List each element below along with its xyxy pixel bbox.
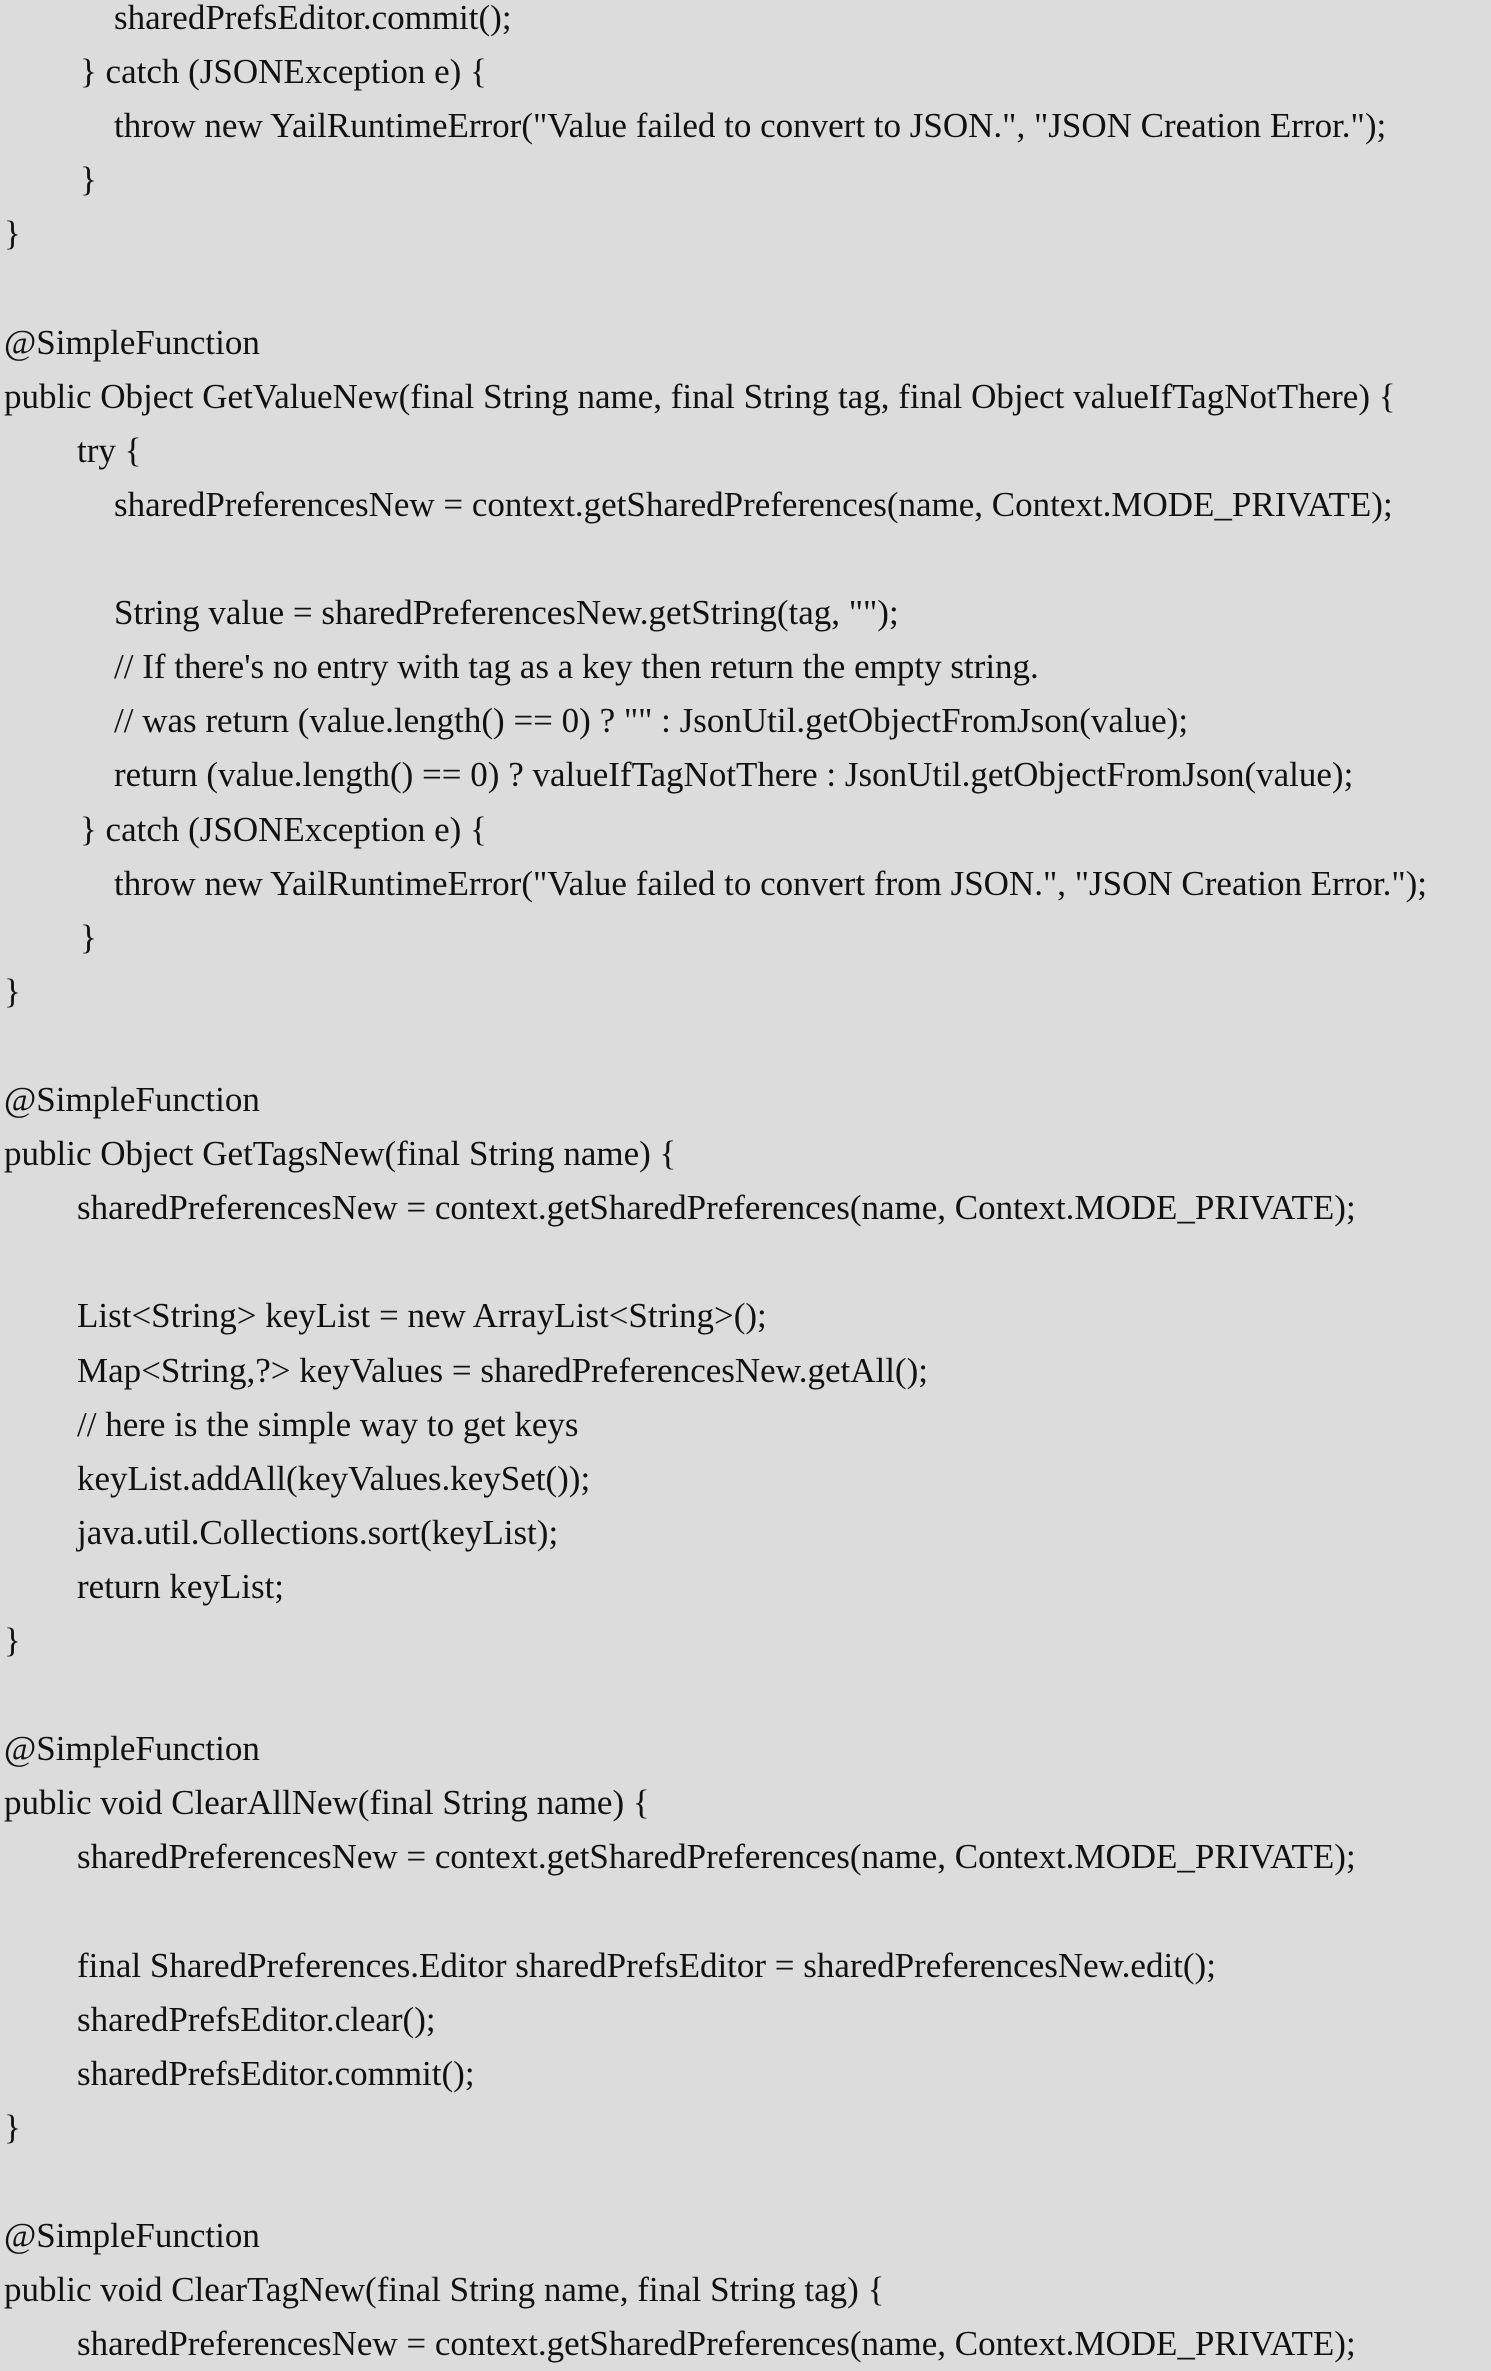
code-line: } xyxy=(80,160,97,200)
code-line: public void ClearAllNew(final String name) { xyxy=(4,1783,650,1823)
code-line: sharedPrefsEditor.clear(); xyxy=(77,1999,436,2039)
code-line: return (value.length() == 0) ? valueIfTagNotThere : JsonUtil.getObjectFromJson(value); xyxy=(114,755,1354,795)
code-line: throw new YailRuntimeError("Value failed to convert from JSON.", "JSON Creation Error."); xyxy=(114,863,1428,903)
code-line: } xyxy=(80,917,97,957)
code-line: public void ClearTagNew(final String name, final String tag) { xyxy=(4,2270,885,2310)
code-line: throw new YailRuntimeError("Value failed to convert to JSON.", "JSON Creation Error."); xyxy=(114,106,1387,146)
code-line: sharedPreferencesNew = context.getSharedPreferences(name, Context.MODE_PRIVATE); xyxy=(77,1837,1356,1877)
code-line: sharedPrefsEditor.commit(); xyxy=(114,0,512,37)
code-line: } xyxy=(4,214,21,254)
code-line: @SimpleFunction xyxy=(4,2216,260,2256)
code-line: } xyxy=(4,971,21,1011)
code-line: } xyxy=(4,2107,21,2147)
code-line: @SimpleFunction xyxy=(4,1080,260,1119)
code-line: public Object GetValueNew(final String name, final String tag, final Object valueIfTagNotThere) { xyxy=(4,376,1396,416)
code-line: @SimpleFunction xyxy=(4,1729,260,1769)
code-line: } catch (JSONException e) { xyxy=(80,809,487,849)
code-line: sharedPreferencesNew = context.getSharedPreferences(name, Context.MODE_PRIVATE); xyxy=(77,1188,1356,1228)
code-line: // If there's no entry with tag as a key then return the empty string. xyxy=(114,647,1039,687)
code-line: final SharedPreferences.Editor sharedPrefsEditor = sharedPreferencesNew.edit(); xyxy=(77,1945,1216,1985)
code-line: sharedPreferencesNew = context.getSharedPreferences(name, Context.MODE_PRIVATE); xyxy=(77,2324,1356,2364)
code-line: return keyList; xyxy=(77,1566,285,1606)
code-line: List<String> keyList = new ArrayList<String>(); xyxy=(77,1296,767,1336)
code-line: keyList.addAll(keyValues.keySet()); xyxy=(77,1458,591,1498)
code-line: sharedPreferencesNew = context.getSharedPreferences(name, Context.MODE_PRIVATE); xyxy=(114,484,1393,524)
code-line: // was return (value.length() == 0) ? "" : JsonUtil.getObjectFromJson(value); xyxy=(114,701,1189,741)
code-line: String value = sharedPreferencesNew.getString(tag, ""); xyxy=(114,593,899,633)
code-line: // here is the simple way to get keys xyxy=(77,1404,579,1444)
code-line: sharedPrefsEditor.commit(); xyxy=(77,2053,475,2093)
code-line: public Object GetTagsNew(final String name) { xyxy=(4,1134,677,1174)
code-line: java.util.Collections.sort(keyList); xyxy=(77,1512,559,1552)
code-line: } catch (JSONException e) { xyxy=(80,52,487,92)
code-line: Map<String,?> keyValues = sharedPreferencesNew.getAll(); xyxy=(77,1350,928,1390)
code-line: try { xyxy=(77,430,142,470)
code-line: } xyxy=(4,1621,21,1660)
code-line: @SimpleFunction xyxy=(4,322,260,362)
